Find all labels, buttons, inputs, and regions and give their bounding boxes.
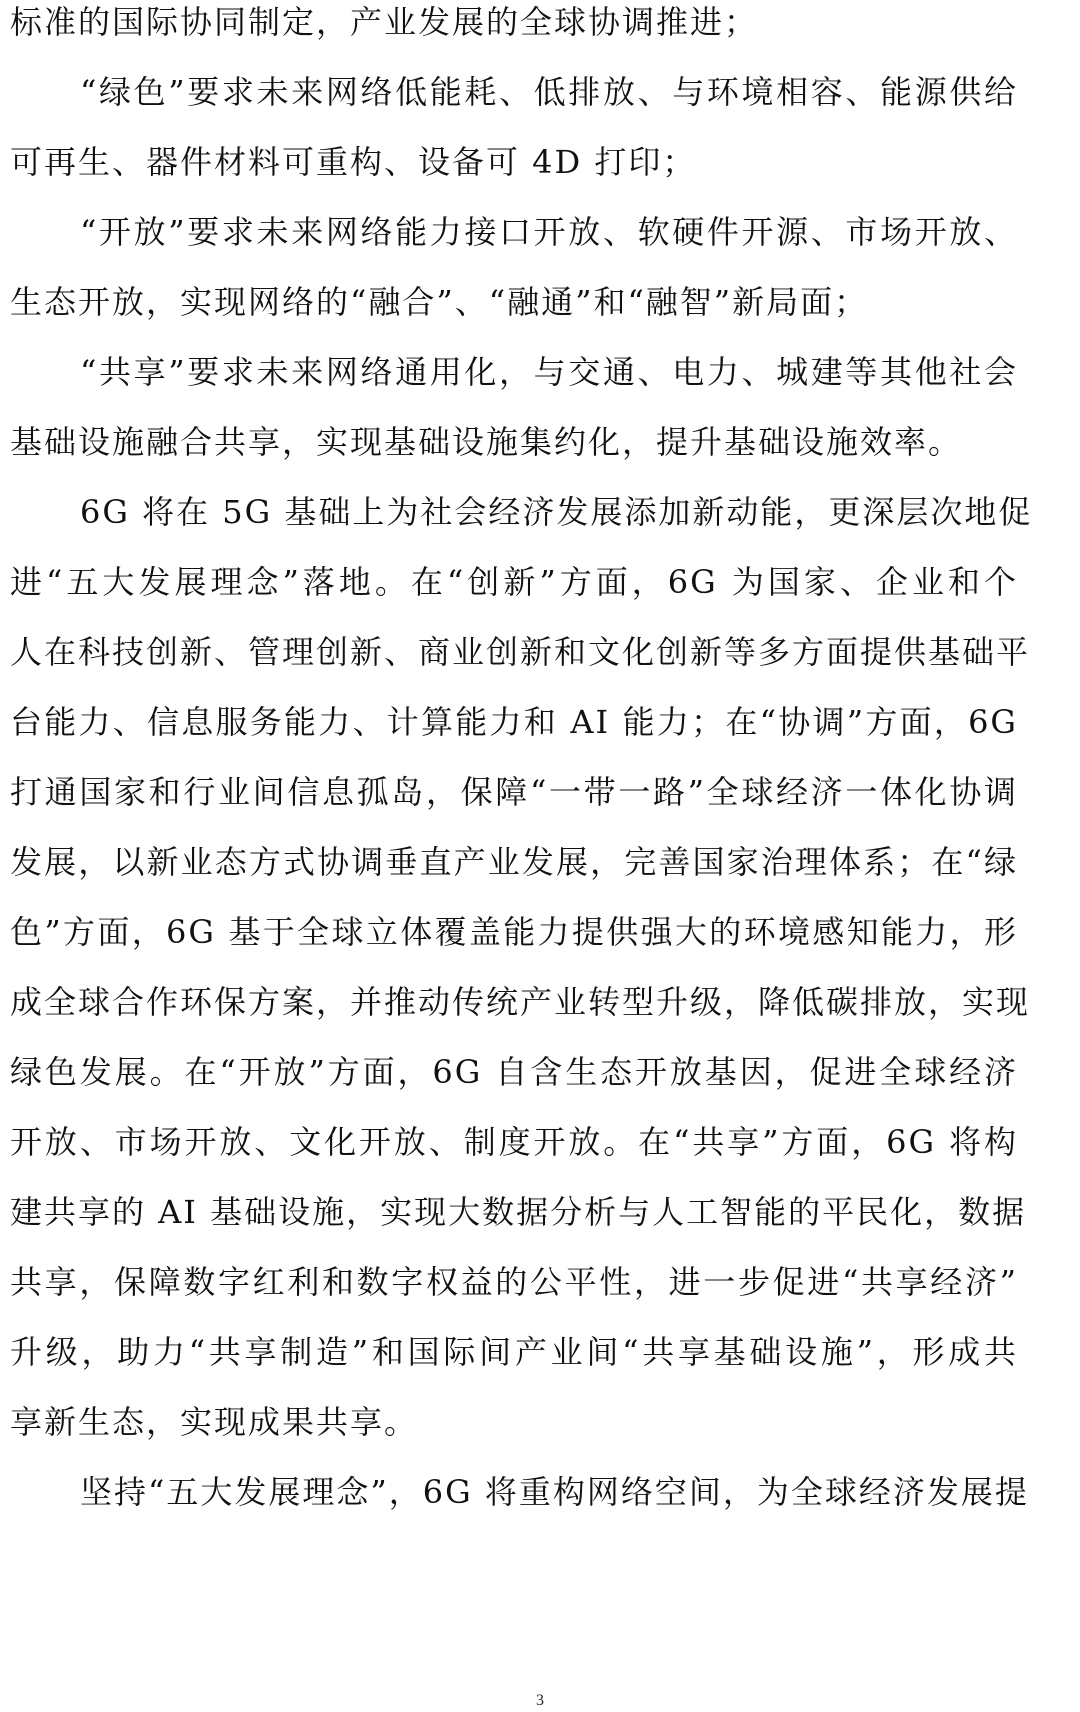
text-line: 成全球合作环保方案，并推动传统产业转型升级，降低碳排放，实现 — [10, 983, 1031, 1021]
text-line: 台能力、信息服务能力、计算能力和 AI 能力；在“协调”方面，6G — [10, 703, 1018, 741]
text-line: 坚持“五大发展理念”，6G 将重构网络空间，为全球经济发展提 — [80, 1473, 1029, 1511]
page-number: 3 — [536, 1692, 544, 1709]
text-line: 生态开放，实现网络的“融合”、“融通”和“融智”新局面； — [10, 283, 869, 321]
text-line: 开放、市场开放、文化开放、制度开放。在“共享”方面，6G 将构 — [10, 1123, 1018, 1161]
text-line: 绿色发展。在“开放”方面，6G 自含生态开放基因，促进全球经济 — [10, 1053, 1018, 1091]
text-line: 标准的国际协同制定，产业发展的全球协调推进； — [10, 3, 759, 41]
text-line: 6G 将在 5G 基础上为社会经济发展添加新动能，更深层次地促 — [80, 493, 1033, 531]
text-line: 享新生态，实现成果共享。 — [10, 1403, 419, 1441]
text-line: 升级，助力“共享制造”和国际间产业间“共享基础设施”，形成共 — [10, 1333, 1018, 1371]
text-line: 色”方面，6G 基于全球立体覆盖能力提供强大的环境感知能力，形 — [10, 913, 1018, 951]
text-line: “开放”要求未来网络能力接口开放、软硬件开源、市场开放、 — [80, 213, 1018, 251]
text-line: 发展，以新业态方式协调垂直产业发展，完善国家治理体系；在“绿 — [10, 843, 1018, 881]
text-line: 打通国家和行业间信息孤岛，保障“一带一路”全球经济一体化协调 — [10, 773, 1018, 811]
text-line: 进“五大发展理念”落地。在“创新”方面，6G 为国家、企业和个 — [10, 563, 1018, 601]
text-line: 共享，保障数字红利和数字权益的公平性，进一步促进“共享经济” — [10, 1263, 1018, 1301]
text-line: 建共享的 AI 基础设施，实现大数据分析与人工智能的平民化，数据 — [10, 1193, 1027, 1231]
text-line: “绿色”要求未来网络低能耗、低排放、与环境相容、能源供给 — [80, 73, 1018, 111]
text-line: 可再生、器件材料可重构、设备可 4D 打印； — [10, 143, 697, 181]
text-line: 人在科技创新、管理创新、商业创新和文化创新等多方面提供基础平 — [10, 633, 1031, 671]
text-line: 基础设施融合共享，实现基础设施集约化，提升基础设施效率。 — [10, 423, 963, 461]
text-line: “共享”要求未来网络通用化，与交通、电力、城建等其他社会 — [80, 353, 1018, 391]
